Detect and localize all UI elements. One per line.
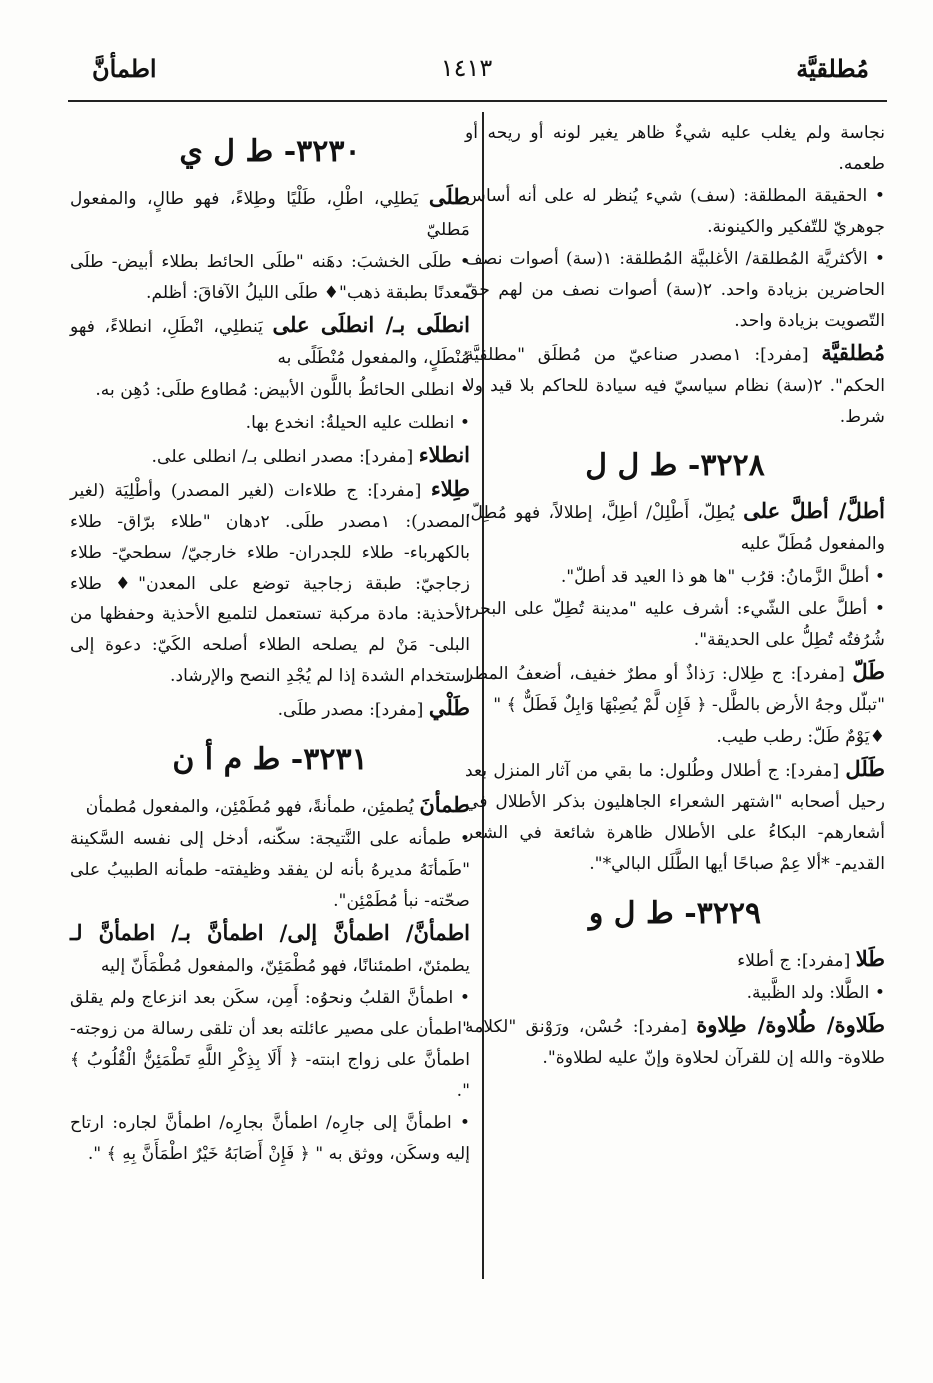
sense-paragraph: • الأكثريَّة المُطلقة/ الأغلبيَّة المُطلقة: ١(سة) أصوات نصف الحاضرين بزيادة واحد. ٢(سة) أصوات نصف من لهم حقّ التّصويت بزيادة واحد. [465, 249, 885, 331]
headword: طلَى [428, 184, 470, 209]
dictionary-entry [465, 754, 885, 879]
page-number: ١٤١٣ [440, 54, 493, 82]
root-heading: ٣٢٣٠- ط ل ي [179, 134, 361, 169]
dictionary-entry [70, 474, 470, 692]
sense-paragraph: • الحقيقة المطلقة: (سف) شيء يُنظر له على أنه أساس جوهريّ للتّفكير والكينونة. [465, 186, 885, 237]
headword: طَلا [855, 945, 885, 971]
sense-paragraph: • اطمأنَّ القلبُ ونحوُه: أَمِن، سكَن بعد انزعاج ولم يقلق "اطمأن على مصير عائلته بعد أن تلقى رسالة من زوجته- اطمأنَّ على زواج ابنته- ﴿ أَلَا بِذِكْرِ اللَّهِ تَطْمَئِنُّ الْقُلُوبُ ﴾ ". [70, 988, 470, 1101]
dictionary-entry [465, 944, 885, 977]
definition-text: [مفرد]: مصدر انطلى بـ/ انطلى على. [151, 446, 419, 467]
headword: طَلّ [852, 658, 885, 684]
sense-paragraph: • طلَى الخشبَ: دهَنه "طلَى الحائط بطلاء أبيض- طلَى معدنًا بطبقة ذهب"♦ طلَى الليلُ الآفاقَ: أظلم. [70, 252, 470, 303]
dictionary-entry [465, 657, 885, 721]
root-heading: ٣٢٢٩- ط ل و [588, 895, 762, 931]
header-first-word: مُطلقيَّة [796, 54, 869, 83]
dictionary-entry [70, 310, 470, 374]
definition-text: [مفرد]: ج طِلال: رَذاذٌ أو مطرٌ خفيف، أضعفُ المطر "تبلّل وجهُ الأرض بالطَّل- ﴿ فَإِن لَّمْ يُصِبْهَا وَابِلٌ فَطَلٌّ ﴾ " [465, 663, 885, 715]
sense-paragraph: ♦يَوْمٌ طَلّ: رطب طيب. [716, 727, 885, 748]
definition-text: يُطمئِن، طمأنةً، فهو مُطَمْئِن، والمفعول مُطمأن [85, 797, 420, 818]
header-last-word: اطمأنَّ [92, 54, 157, 83]
dictionary-entry [70, 440, 470, 473]
headword: انطلَى بـ/ انطلَى على [272, 312, 470, 338]
sense-paragraph: • أطلَّ الزَّمانُ: قرُب "ها هو ذا العيد قد أطلّ". [560, 566, 885, 587]
dictionary-entry [70, 790, 470, 823]
dictionary-entry [70, 918, 470, 982]
headword: مُطلقيَّة [821, 340, 885, 366]
sense-paragraph: • أطلَّ على الشّيء: أشرف عليه "مدينة تُطِلّ على البحر- شُرُفتُه تُطِلُّ على الحديقة". [465, 598, 885, 650]
headword: طَلْي [428, 695, 470, 721]
dictionary-entry [465, 1010, 885, 1074]
headword: طمأنَ [419, 792, 470, 818]
sense-paragraph: • انطلت عليه الحيلةُ: انخدع بها. [245, 412, 470, 433]
headword: طِلاء [430, 476, 470, 502]
right-column [465, 118, 885, 1075]
definition-text: يُطِلّ، أَطْلِلْ/ أطِلَّ، إطلالاً، فهو مُطِلّ، والمفعول مُطَلّ عليه [465, 503, 885, 555]
definition-text: يَطلِي، اطْلِ، طَلْيًا وطِلاءً، فهو طالٍ، والمفعول مَطليّ [70, 189, 470, 240]
header-rule [68, 100, 887, 102]
sense-paragraph: • طمأنه على النَّتيجة: سكّنه، أدخل إلى نفسه السَّكينة "طَمأنَهُ مديرهُ بأنه لن يفقد وظيفته- طمأنه الطبيبُ على صحّته- نبأ مُطَمْئِن". [70, 829, 470, 911]
sense-paragraph: • انطلى الحائطُ باللَّون الأبيض: مُطاوع طلَى: دُهِن به. [95, 380, 470, 401]
definition-text: [مفرد]: ١مصدر صناعيّ من مُطلَق "مطلقيَّة الحكم". ٢(سة) نظام سياسيّ فيه سيادة للحاكم بلا قيد ولا شرط. [465, 345, 886, 427]
headword: طَلَل [845, 756, 885, 782]
dictionary-entry [70, 182, 470, 246]
definition-text: يَنطلِي، انْطَلِ، انطلاءً، فهو مُنْطَلٍ، والمفعول مُنْطَلًى به [70, 317, 470, 368]
left-column [70, 118, 470, 1171]
dictionary-entry [465, 338, 885, 432]
definition-text: [مفرد]: ج طلاءات (لغير المصدر) وأطْلِيَة (لغير المصدر): ١مصدر طلَى. ٢دهان "طلاء برّاق- طلاء بالكهرباء- طلاء للجدران- طلاء خارجيّ/ سطحيّ- طلاء زجاجيّ: طبقة زجاجية توضع على المعدن"♦ طلاء الأحذية: مادة مركبة تستعمل لتلميع الأحذية وحفظها من البلى- مَنْ لم يصلحه الطلاء أصلحه الكَيّ: دعوة إلى استخدام الشدة إذا لم يُجْدِ النصح والإرشاد. [70, 481, 470, 686]
definition-text: [مفرد]: ج أطلاء [737, 950, 856, 971]
definition-text: [مفرد]: ج أطلال وطُلول: ما بقي من آثار المنزل بعد رحيل أصحابه "اشتهر الشعراء الجاهليون بذكر الأطلال في أشعارهم- البكاءُ على الأطلال ظاهرة شائعة في الشعر القديم- *ألا عِمْ صباحًا أيها الطَّلَل البالي*". [465, 761, 885, 874]
root-heading: ٣٢٣١- ط م أ ن [172, 742, 368, 778]
headword: طَلاوة/ طُلاوة/ طِلاوة [696, 1012, 885, 1038]
headword: انطلاء [418, 441, 470, 467]
sense-paragraph: • اطمأنَّ إلى جارِه/ اطمأنَّ بجارِه/ اطمأنَّ لجاره: ارتاح إليه وسكَن، ووثق به " ﴿ فَإِنْ أَصَابَهُ خَيْرٌ اطْمَأَنَّ بِهِ ﴾ ". [70, 1113, 470, 1164]
headword: أطلَّ/ أطلَّ على [743, 498, 885, 524]
definition-text: [مفرد]: حُسْن، ورَوْنق "لكلامه طلاوة- والله إن للقرآن لحلاوة وإنّ عليه لطلاوة". [465, 1017, 885, 1068]
dictionary-entry [465, 496, 885, 560]
root-heading: ٣٢٢٨- ط ل ل [585, 448, 765, 484]
sense-paragraph: نجاسة ولم يغلب عليه شيءٌ ظاهر يغير لونه أو ريحه أو طعمه. [465, 123, 885, 174]
definition-text: يطمئنّ، اطمئنانًا، فهو مُطْمَئِنّ، والمفعول مُطْمَأَنّ إليه [100, 956, 470, 977]
headword: اطمأنَّ/ اطمأنَّ إلى/ اطمأنَّ بـ/ اطمأنَّ لـ [70, 920, 470, 946]
sense-paragraph: • الطَّلا: ولد الظَّبية. [746, 982, 885, 1003]
dictionary-entry [70, 693, 470, 726]
definition-text: [مفرد]: مصدر طلَى. [277, 700, 429, 721]
